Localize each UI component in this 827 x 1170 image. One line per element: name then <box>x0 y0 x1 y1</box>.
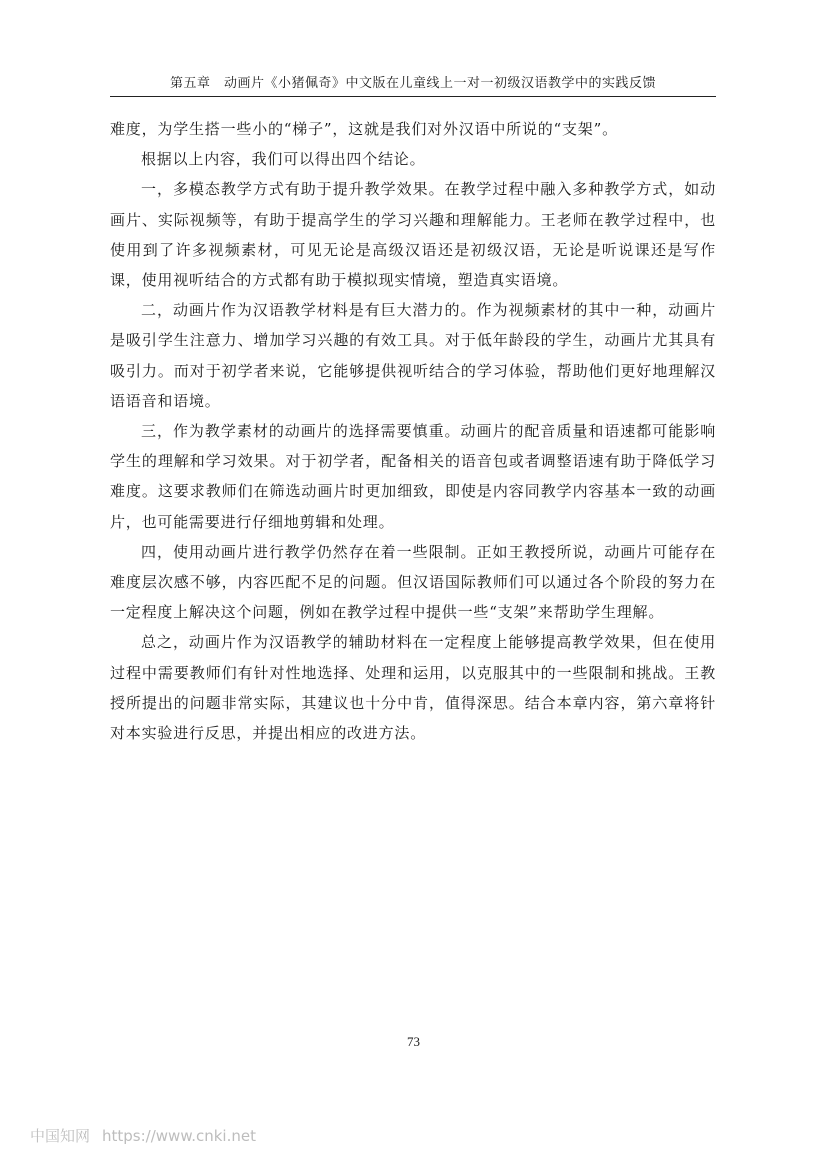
paragraph-conclusion-3: 三，作为教学素材的动画片的选择需要慎重。动画片的配音质量和语速都可能影响学生的理解和学习效果。对于初学者，配备相关的语音包或者调整语速有助于降低学习难度。这要求教师们在筛选动画片时更加细致，即使是内容同教学内容基本一致的动画片，也可能需要进行仔细地剪辑和处理。 <box>110 422 716 531</box>
paragraph-summary: 总之，动画片作为汉语教学的辅助材料在一定程度上能够提高教学效果，但在使用过程中需要教师们有针对性地选择、处理和运用，以克服其中的一些限制和挑战。王教授所提出的问题非常实际，其建议也十分中肯，值得深思。结合本章内容，第六章将针对本实验进行反思，并提出相应的改进方法。 <box>110 633 716 743</box>
watermark-url[interactable]: https://www.cnki.net <box>102 1127 256 1145</box>
paragraph-conclusion-1: 一，多模态教学方式有助于提升教学效果。在教学过程中融入多种教学方式，如动画片、实际视频等，有助于提高学生的学习兴趣和理解能力。王老师在教学过程中，也使用到了许多视频素材，可见无论是高级汉语还是初级汉语，无论是听说课还是写作课，使用视听结合的方式都有助于模拟现实情境，塑造真实语境。 <box>110 180 716 290</box>
page-number: 73 <box>407 1034 420 1049</box>
header-rule <box>110 96 716 97</box>
paragraph-intro: 根据以上内容，我们可以得出四个结论。 <box>141 150 426 169</box>
cnki-watermark <box>30 1127 256 1145</box>
watermark-site-name: 中国知网 <box>30 1127 91 1145</box>
running-header: 第五章 动画片《小猪佩奇》中文版在儿童线上一对一初级汉语教学中的实践反馈 <box>169 76 656 91</box>
body-text <box>110 114 716 748</box>
paragraph-conclusion-2: 二，动画片作为汉语教学材料是有巨大潜力的。作为视频素材的其中一种，动画片是吸引学生注意力、增加学习兴趣的有效工具。对于低年龄段的学生，动画片尤其具有吸引力。而对于初学者来说，它能够提供视听结合的学习体验，帮助他们更好地理解汉语语音和语境。 <box>110 301 716 410</box>
paragraph-conclusion-4: 四，使用动画片进行教学仍然存在着一些限制。正如王教授所说，动画片可能存在难度层次感不够，内容匹配不足的问题。但汉语国际教师们可以通过各个阶段的努力在一定程度上解决这个问题，例如在教学过程中提供一些“支架”来帮助学生理解。 <box>110 542 716 622</box>
paragraph-continuation: 难度，为学生搭一些小的“梯子”，这就是我们对外汉语中所说的“支架”。 <box>110 120 618 138</box>
